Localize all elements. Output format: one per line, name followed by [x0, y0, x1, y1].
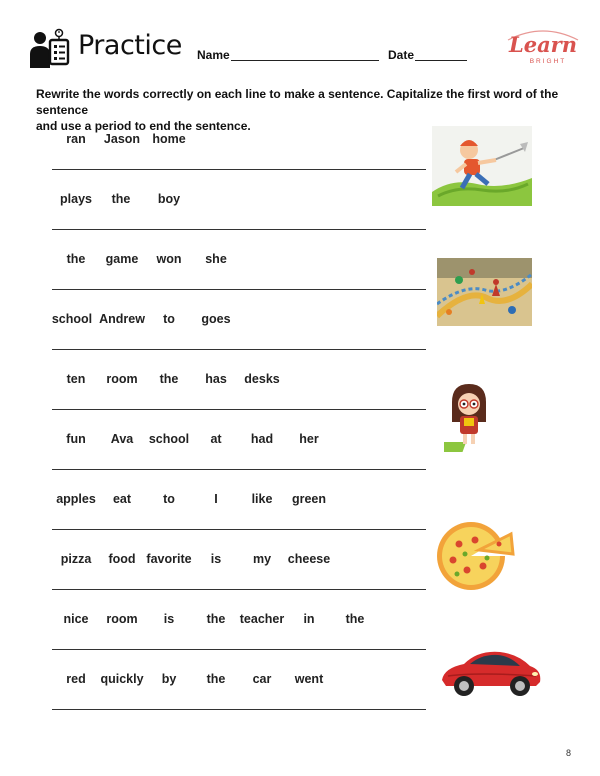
- word: room: [106, 372, 138, 386]
- word: had: [250, 432, 274, 446]
- word: is: [163, 612, 175, 626]
- logo-text: Learn: [508, 32, 578, 57]
- sentence-row-4: [52, 304, 428, 364]
- word: to: [163, 492, 175, 506]
- word: went: [294, 672, 324, 686]
- word: fun: [66, 432, 86, 446]
- word: ten: [66, 372, 86, 386]
- word: apples: [56, 492, 96, 506]
- instructions-line-1: Rewrite the words correctly on each line to make a sentence. Capitalize the first word of the sentence: [36, 87, 559, 117]
- logo-subtext: BRIGHT: [529, 58, 567, 65]
- word: at: [210, 432, 222, 446]
- word: boy: [157, 192, 181, 206]
- answer-line[interactable]: [52, 349, 426, 350]
- word: room: [106, 612, 138, 626]
- word: eat: [112, 492, 132, 506]
- word: quickly: [100, 672, 144, 686]
- word: is: [210, 552, 222, 566]
- word: by: [161, 672, 177, 686]
- answer-line[interactable]: [52, 409, 426, 410]
- word: car: [252, 672, 272, 686]
- name-field-line: [231, 60, 379, 61]
- word: the: [159, 372, 179, 386]
- answer-line[interactable]: [52, 469, 426, 470]
- word: green: [291, 492, 327, 506]
- pizza-icon: [431, 514, 517, 594]
- sentence-row-3: [52, 244, 428, 304]
- word: I: [214, 492, 218, 506]
- answer-line[interactable]: [52, 529, 426, 530]
- word: teacher: [239, 612, 285, 626]
- sentence-row-5: [52, 364, 428, 424]
- word: the: [66, 252, 86, 266]
- sentence-row-7: [52, 484, 428, 544]
- word: game: [105, 252, 139, 266]
- word: cheese: [287, 552, 331, 566]
- word: school: [148, 432, 190, 446]
- answer-line[interactable]: [52, 709, 426, 710]
- date-label: Date: [388, 48, 415, 62]
- sentence-row-6: [52, 424, 428, 484]
- word: in: [303, 612, 315, 626]
- word: food: [108, 552, 136, 566]
- page-title: Practice: [78, 30, 182, 61]
- word: to: [163, 312, 175, 326]
- word: she: [205, 252, 227, 266]
- word: the: [206, 672, 226, 686]
- word: plays: [60, 192, 92, 206]
- board-game-icon: [437, 258, 532, 326]
- date-field-line: [415, 60, 467, 61]
- word: Jason: [103, 132, 141, 146]
- word: home: [152, 132, 186, 146]
- word: favorite: [146, 552, 192, 566]
- word: Andrew: [99, 312, 145, 326]
- page-number: 8: [566, 748, 572, 758]
- word: pizza: [60, 552, 92, 566]
- word: goes: [201, 312, 231, 326]
- word: the: [206, 612, 226, 626]
- teacher-board-icon: [28, 28, 72, 72]
- word: my: [252, 552, 272, 566]
- red-car-icon: [438, 644, 544, 700]
- answer-line[interactable]: [52, 169, 426, 170]
- answer-line[interactable]: [52, 589, 426, 590]
- word: desks: [244, 372, 280, 386]
- sentence-row-2: [52, 184, 428, 244]
- word: red: [66, 672, 86, 686]
- sentence-row-1: [52, 124, 428, 184]
- answer-line[interactable]: [52, 649, 426, 650]
- name-label: Name: [197, 48, 230, 62]
- learn-bright-logo: [500, 26, 586, 68]
- word: the: [345, 612, 365, 626]
- instructions-line-2: and use a period to end the sentence.: [36, 119, 251, 133]
- word: Ava: [110, 432, 134, 446]
- word: school: [51, 312, 93, 326]
- sentence-row-8: [52, 544, 428, 604]
- word: won: [156, 252, 182, 266]
- word: nice: [63, 612, 89, 626]
- word: has: [205, 372, 227, 386]
- running-boy-icon: [432, 126, 532, 206]
- girl-with-glasses-icon: [444, 382, 494, 454]
- sentence-row-9: [52, 604, 428, 664]
- word: ran: [66, 132, 86, 146]
- sentence-row-10: [52, 664, 428, 724]
- word: like: [251, 492, 273, 506]
- word: the: [111, 192, 131, 206]
- answer-line[interactable]: [52, 229, 426, 230]
- word: her: [299, 432, 319, 446]
- answer-line[interactable]: [52, 289, 426, 290]
